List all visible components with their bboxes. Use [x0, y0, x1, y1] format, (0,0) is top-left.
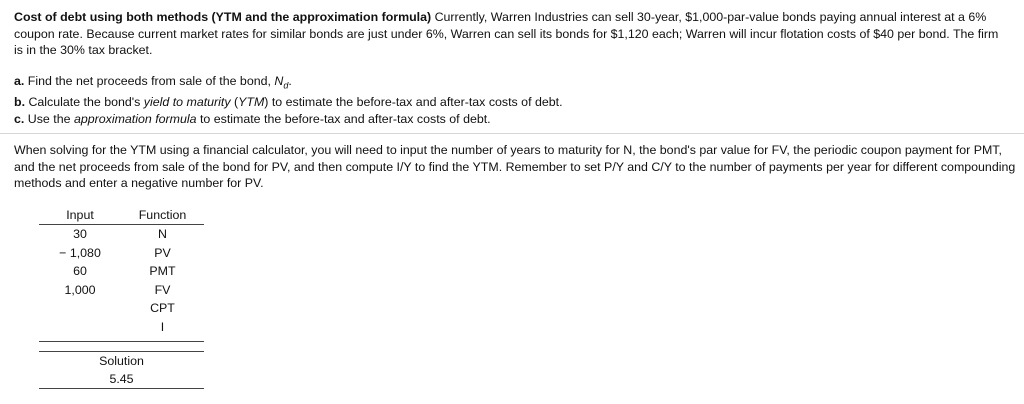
input-cell	[39, 318, 121, 337]
function-cell: N	[158, 227, 167, 241]
calculator-header-row	[39, 206, 204, 225]
part-b-abbr: YTM	[238, 95, 265, 110]
table-row	[39, 262, 204, 281]
part-a-symbol: N	[274, 74, 284, 88]
table-row	[39, 244, 204, 263]
part-a	[14, 73, 999, 93]
table-row	[39, 281, 204, 300]
problem-title: Cost of debt using both methods (YTM and the approximation formula)	[14, 10, 432, 24]
problem-intro	[14, 9, 999, 59]
function-header: Function	[121, 206, 204, 225]
part-c-text: Use the	[24, 112, 74, 127]
input-cell: 30	[73, 227, 87, 241]
part-c-end: to estimate the before-tax and after-tax costs of debt.	[196, 112, 491, 127]
table-row	[39, 225, 204, 244]
part-a-end: .	[288, 74, 292, 88]
part-c-label: c.	[14, 112, 25, 127]
part-b-paren: (	[230, 95, 239, 110]
problem-description: Currently, Warren Industries can sell 30-year, $1,000-par-value bonds paying annual interest at a 6% coupon rate. Because current market rates for similar bonds are just under 6%, Warren can sell its bonds for $1,120 each; Warren will incur flotation costs of $40 per bond. The firm is in the 30% tax bracket.	[14, 10, 999, 57]
solution-bottom-rule	[39, 388, 204, 389]
table-row	[39, 299, 204, 318]
part-b-end: ) to estimate the before-tax and after-tax costs of debt.	[264, 95, 563, 110]
solution-label: Solution	[99, 354, 144, 368]
input-cell: 1,000	[64, 282, 96, 297]
part-a-subscript: d	[283, 80, 289, 91]
part-a-text: Find the net proceeds from sale of the bond,	[24, 74, 275, 88]
function-cell: FV	[154, 282, 171, 297]
function-cell: CPT	[150, 301, 175, 315]
table-bottom-rule	[39, 341, 204, 342]
function-cell: I	[160, 319, 165, 334]
input-cell: − 1,080	[59, 245, 101, 260]
part-b-label: b.	[14, 95, 26, 110]
input-cell: 60	[73, 264, 87, 278]
input-cell	[39, 299, 121, 318]
part-b	[14, 94, 999, 110]
calculator-instructions: When solving for the YTM using a financial calculator, you will need to input the number of years to maturity for N, the bond's par value for FV, the periodic coupon payment for PMT, and the net proceeds from sale of the bond for PV, and then compute I/Y to find the YTM. Remember to set P/Y and C/Y to the number of payments per year for different compounding methods and enter a negative number for PV.	[14, 143, 1016, 190]
part-c	[14, 111, 999, 127]
part-a-label: a.	[14, 74, 25, 88]
solution-top-rule	[39, 351, 204, 352]
table-row	[39, 318, 204, 337]
function-cell: PV	[154, 245, 171, 260]
input-header: Input	[39, 206, 121, 225]
part-c-term: approximation formula	[73, 112, 197, 127]
calculator-table	[39, 206, 204, 336]
question-parts	[14, 73, 999, 128]
solution-value: 5.45	[109, 372, 134, 386]
part-b-text: Calculate the bond's	[25, 95, 144, 110]
function-cell: PMT	[149, 264, 176, 278]
part-b-term: yield to maturity	[143, 95, 231, 110]
section-divider	[0, 133, 1024, 134]
